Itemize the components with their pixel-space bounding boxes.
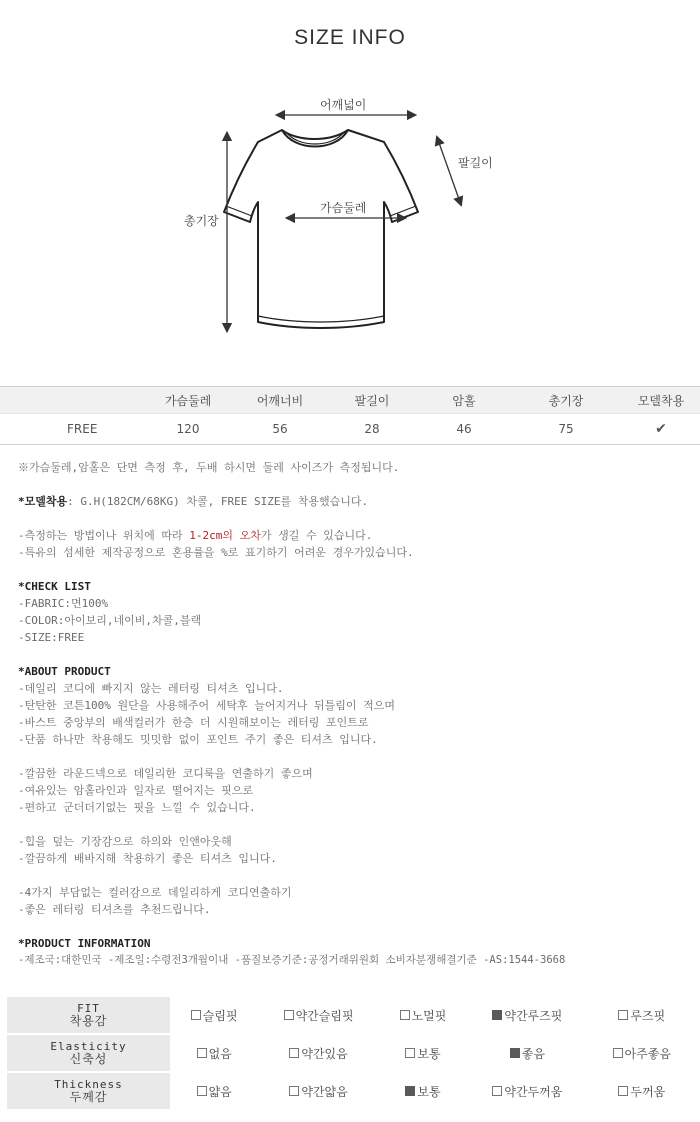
unchecked-box-icon bbox=[289, 1086, 299, 1096]
sleeve-label: 팔길이 bbox=[458, 156, 493, 170]
measure-note: ※가슴둘레,암홀은 단면 측정 후, 두배 하시면 둘레 사이즈가 측정됩니다. bbox=[18, 461, 400, 474]
fit-option-label: 보통 bbox=[417, 1084, 441, 1099]
fit-option-label: 두꺼움 bbox=[630, 1084, 666, 1099]
checked-box-icon bbox=[510, 1048, 520, 1058]
list-item: -탄탄한 코튼100% 원단을 사용해주어 세탁후 늘어지거나 뒤틀림이 적으며 bbox=[18, 699, 395, 712]
header-size bbox=[0, 387, 142, 414]
fit-option-label: 슬림핏 bbox=[202, 1008, 238, 1023]
error-note-highlight: 1-2cm의 오차 bbox=[189, 529, 261, 542]
fit-row-label-ko: 착용감 bbox=[69, 1014, 108, 1028]
checked-box-icon bbox=[492, 1010, 502, 1020]
error-note bbox=[18, 527, 688, 544]
unchecked-box-icon bbox=[613, 1048, 623, 1058]
fit-option bbox=[381, 997, 465, 1035]
fit-option-label: 약간얇음 bbox=[301, 1084, 348, 1099]
fit-row-label-ko: 두께감 bbox=[69, 1090, 108, 1104]
fit-option-label: 약간루즈핏 bbox=[504, 1008, 563, 1023]
fit-option bbox=[465, 1035, 589, 1073]
cell-length: 75 bbox=[510, 414, 622, 445]
header-shoulder: 어깨너비 bbox=[234, 387, 326, 414]
fit-option bbox=[381, 1073, 465, 1109]
fit-table bbox=[7, 997, 694, 1109]
unchecked-box-icon bbox=[618, 1086, 628, 1096]
fit-option bbox=[590, 1073, 694, 1109]
unchecked-box-icon bbox=[191, 1010, 201, 1020]
page-title: SIZE INFO bbox=[294, 26, 406, 49]
tshirt-illustration bbox=[170, 90, 510, 350]
fit-row bbox=[7, 1035, 694, 1073]
fit-row-header bbox=[7, 1073, 172, 1109]
cell-size: FREE bbox=[0, 414, 142, 445]
fit-row-header bbox=[7, 997, 172, 1035]
list-item: -단품 하나만 착용해도 밋밋함 없이 포인트 주기 좋은 티셔츠 입니다. bbox=[18, 733, 378, 746]
fit-option-label: 루즈핏 bbox=[630, 1008, 666, 1023]
fit-option-label: 없음 bbox=[208, 1046, 232, 1061]
fit-row bbox=[7, 1073, 694, 1109]
list-item: -힙을 덮는 기장감으로 하의와 인앤아웃해 bbox=[18, 835, 232, 848]
unchecked-box-icon bbox=[618, 1010, 628, 1020]
fit-option bbox=[465, 997, 589, 1035]
error-note-pre: -측정하는 방법이나 위치에 따라 bbox=[18, 529, 190, 542]
list-item: -SIZE:FREE bbox=[18, 631, 85, 644]
fit-row-header bbox=[7, 1035, 172, 1073]
unchecked-box-icon bbox=[492, 1086, 502, 1096]
table-row bbox=[0, 414, 700, 445]
fit-option-label: 약간슬림핏 bbox=[295, 1008, 354, 1023]
fit-row-label-en: Thickness bbox=[54, 1078, 123, 1091]
list-item: -깔끔한 라운드넥으로 데일리한 코디룩을 연출하기 좋으며 bbox=[18, 767, 313, 780]
list-item: -COLOR:아이보리,네이비,차콜,블랙 bbox=[18, 614, 202, 627]
fit-option bbox=[172, 997, 256, 1035]
fit-option-label: 약간있음 bbox=[301, 1046, 348, 1061]
length-label: 총기장 bbox=[184, 214, 219, 228]
fit-option-label: 얇음 bbox=[208, 1084, 232, 1099]
model-text: : G.H(182CM/68KG) 차콜, FREE SIZE를 착용했습니다. bbox=[67, 495, 369, 508]
fit-row-label-ko: 신축성 bbox=[69, 1052, 108, 1066]
size-table bbox=[0, 386, 700, 445]
cell-sleeve: 28 bbox=[326, 414, 418, 445]
list-item: -좋은 레터링 티셔츠를 추천드립니다. bbox=[18, 903, 211, 916]
unchecked-box-icon bbox=[400, 1010, 410, 1020]
unchecked-box-icon bbox=[284, 1010, 294, 1020]
fit-option bbox=[590, 1035, 694, 1073]
list-item: -4가지 부담없는 컬러감으로 데일리하게 코디연출하기 bbox=[18, 886, 292, 899]
checked-box-icon bbox=[405, 1086, 415, 1096]
list-item: -편하고 군더더기없는 핏을 느낄 수 있습니다. bbox=[18, 801, 256, 814]
fit-option bbox=[256, 1073, 380, 1109]
list-item: -깔끔하게 배바지해 착용하기 좋은 티셔츠 입니다. bbox=[18, 852, 277, 865]
fit-option bbox=[172, 1073, 256, 1109]
shoulder-label: 어깨넓이 bbox=[320, 98, 367, 112]
model-checkmark-icon: ✔ bbox=[622, 414, 700, 445]
product-info-text: -제조국:대한민국 -제조일:수령전3개월이내 -품질보증기준:공정거래위원회 소비자분쟁해결기준 -AS:1544-3668 bbox=[18, 954, 566, 966]
fit-option bbox=[256, 997, 380, 1035]
check-list-heading: *CHECK LIST bbox=[18, 580, 91, 593]
header-sleeve: 팔길이 bbox=[326, 387, 418, 414]
list-item: -FABRIC:면100% bbox=[18, 597, 109, 610]
list-item: -바스트 중앙부의 배색컬러가 한층 더 시원해보이는 레터링 포인트로 bbox=[18, 716, 369, 729]
fabric-note: -특유의 섬세한 제작공정으로 혼용률을 %로 표기하기 어려운 경우가있습니다. bbox=[18, 546, 414, 559]
header-model: 모델착용 bbox=[622, 387, 700, 414]
fit-option-label: 노멀핏 bbox=[411, 1008, 447, 1023]
cell-chest: 120 bbox=[142, 414, 234, 445]
fit-row bbox=[7, 997, 694, 1035]
fit-option bbox=[381, 1035, 465, 1073]
about-product-heading: *ABOUT PRODUCT bbox=[18, 665, 111, 678]
model-heading: *모델착용 bbox=[18, 495, 68, 508]
fit-option-label: 약간두꺼움 bbox=[504, 1084, 563, 1099]
fit-option bbox=[590, 997, 694, 1035]
product-info-heading: *PRODUCT INFORMATION bbox=[18, 937, 151, 950]
chest-label: 가슴둘레 bbox=[320, 201, 367, 215]
cell-shoulder: 56 bbox=[234, 414, 326, 445]
size-table-header bbox=[0, 387, 700, 414]
tshirt-size-diagram bbox=[170, 90, 510, 350]
unchecked-box-icon bbox=[289, 1048, 299, 1058]
cell-armhole: 46 bbox=[418, 414, 510, 445]
fit-option bbox=[256, 1035, 380, 1073]
list-item: -여유있는 암홀라인과 일자로 떨어지는 핏으로 bbox=[18, 784, 254, 797]
error-note-post: 가 생길 수 있습니다. bbox=[260, 529, 373, 542]
fit-row-label-en: Elasticity bbox=[50, 1040, 127, 1053]
model-note bbox=[18, 493, 688, 510]
header-length: 총기장 bbox=[510, 387, 622, 414]
unchecked-box-icon bbox=[197, 1086, 207, 1096]
header-chest: 가슴둘레 bbox=[142, 387, 234, 414]
list-item: -데일리 코디에 빠지지 않는 레터링 티셔츠 입니다. bbox=[18, 682, 284, 695]
fit-option-label: 좋음 bbox=[521, 1046, 545, 1061]
fit-row-label-en: FIT bbox=[77, 1002, 100, 1015]
fit-option bbox=[172, 1035, 256, 1073]
product-notes bbox=[18, 459, 688, 969]
fit-option bbox=[465, 1073, 589, 1109]
header-armhole: 암홀 bbox=[418, 387, 510, 414]
fit-option-label: 아주좋음 bbox=[624, 1046, 671, 1061]
unchecked-box-icon bbox=[405, 1048, 415, 1058]
fit-option-label: 보통 bbox=[417, 1046, 441, 1061]
unchecked-box-icon bbox=[197, 1048, 207, 1058]
